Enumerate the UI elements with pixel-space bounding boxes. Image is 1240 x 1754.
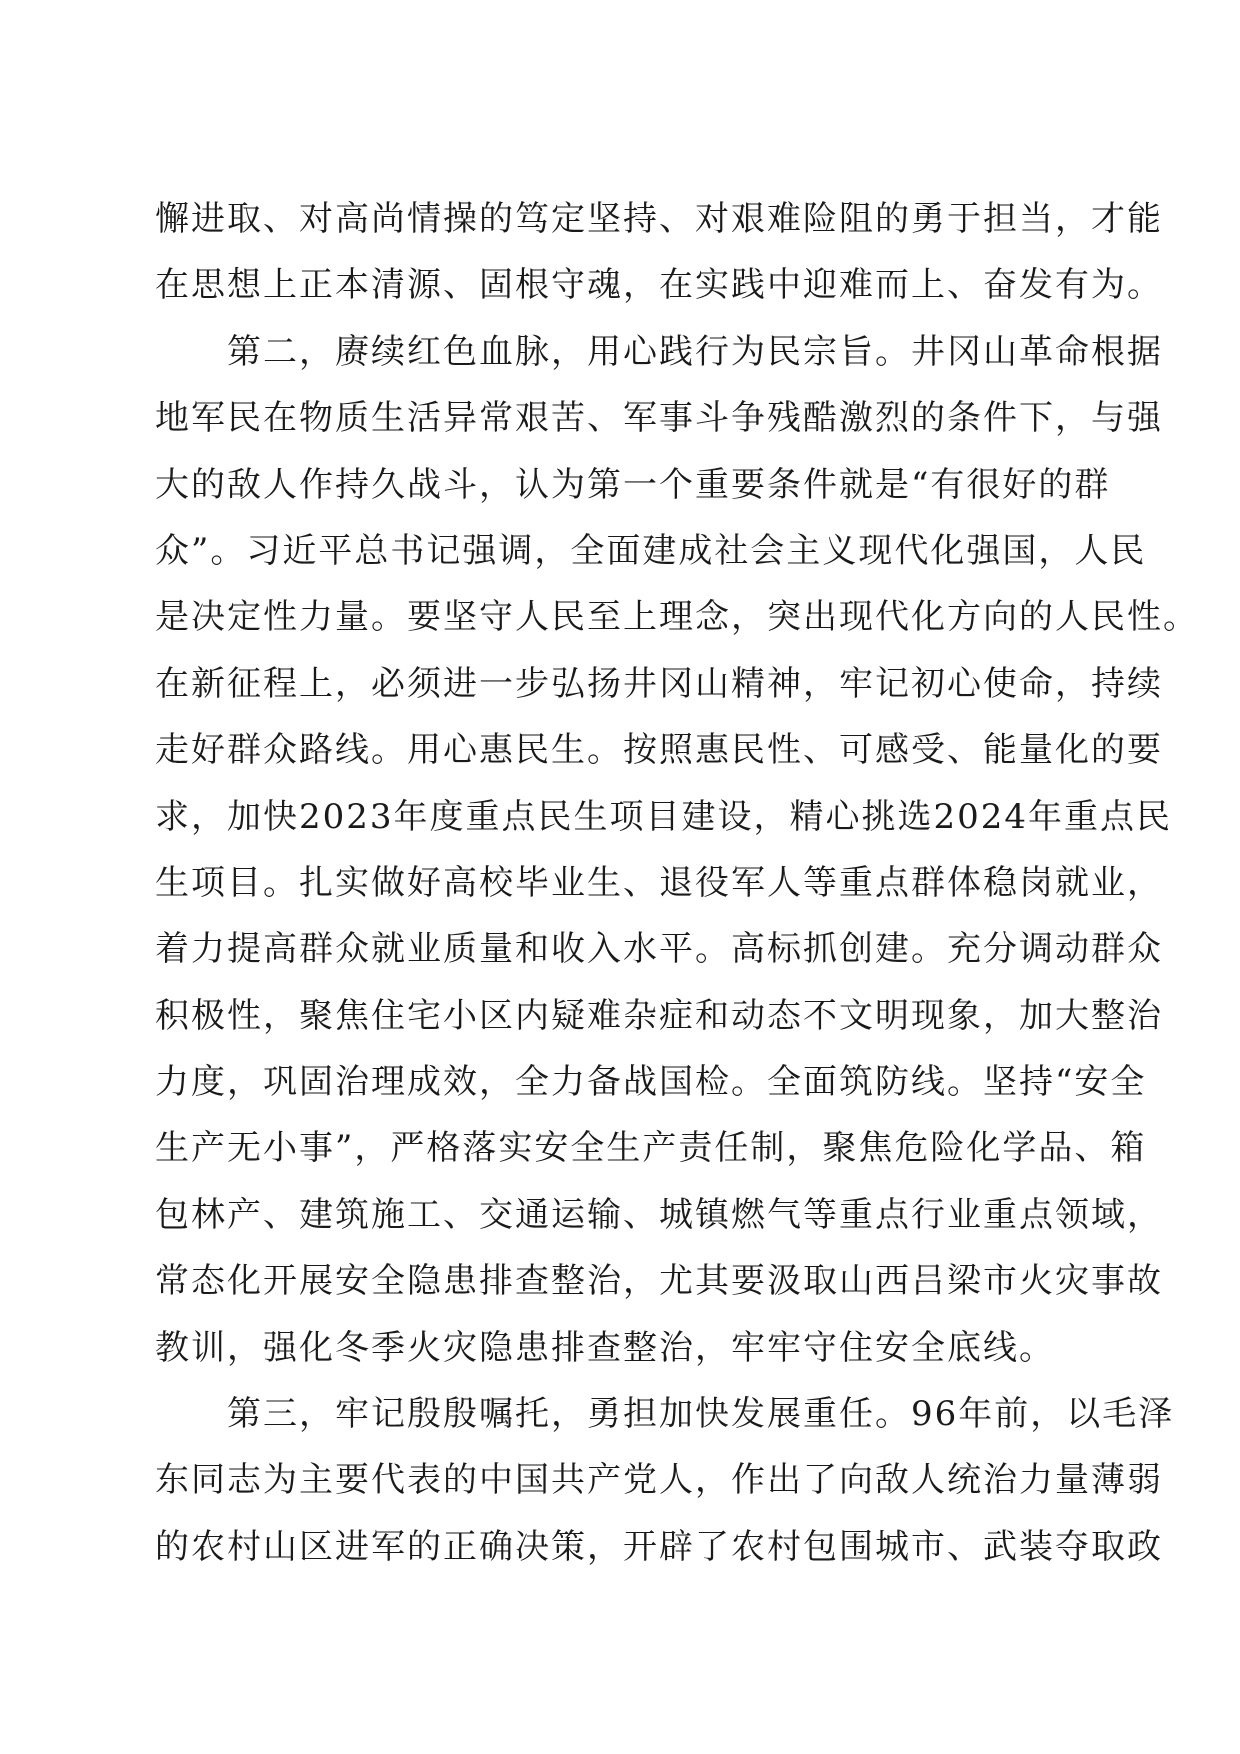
text-line: 积极性，聚焦住宅小区内疑难杂症和动态不文明现象，加大整治 <box>155 995 1163 1036</box>
text-line: 懈进取、对高尚情操的笃定坚持、对艰难险阻的勇于担当，才能 <box>155 199 1163 239</box>
text-line: 走好群众路线。用心惠民生。按照惠民性、可感受、能量化的要 <box>155 730 1163 771</box>
text-line: 生产无小事”，严格落实安全生产责任制，聚焦危险化学品、箱 <box>155 1128 1147 1169</box>
body-text <box>155 186 1199 1580</box>
text-line: 东同志为主要代表的中国共产党人，作出了向敌人统治力量薄弱 <box>155 1460 1163 1501</box>
text-line: 求，加快2023年度重点民生项目建设，精心挑选2024年重点民 <box>155 796 1173 837</box>
text-line: 着力提高群众就业质量和收入水平。高标抓创建。充分调动群众 <box>155 929 1163 970</box>
text-line: 地军民在物质生活异常艰苦、军事斗争残酷激烈的条件下，与强 <box>155 398 1163 439</box>
text-line: 在思想上正本清源、固根守魂，在实践中迎难而上、奋发有为。 <box>155 265 1163 306</box>
text-line: 教训，强化冬季火灾隐患排查整治，牢牢守住安全底线。 <box>155 1327 1055 1368</box>
text-line: 包林产、建筑施工、交通运输、城镇燃气等重点行业重点领域， <box>155 1194 1163 1235</box>
text-line: 大的敌人作持久战斗，认为第一个重要条件就是“有很好的群 <box>155 464 1111 505</box>
text-line: 常态化开展安全隐患排查整治，尤其要汲取山西吕梁市火灾事故 <box>155 1261 1163 1302</box>
text-line: 是决定性力量。要坚守人民至上理念，突出现代化方向的人民性。 <box>155 597 1199 638</box>
text-line: 生项目。扎实做好高校毕业生、退役军人等重点群体稳岗就业， <box>155 862 1163 903</box>
paragraph-start-line: 第三，牢记殷殷嘱托，勇担加快发展重任。96年前，以毛泽 <box>155 1394 1175 1435</box>
paragraph-start-line: 第二，赓续红色血脉，用心践行为民宗旨。井冈山革命根据 <box>155 331 1163 372</box>
text-line: 众”。习近平总书记强调，全面建成社会主义现代化强国，人民 <box>155 530 1147 571</box>
text-line: 在新征程上，必须进一步弘扬井冈山精神，牢记初心使命，持续 <box>155 663 1163 704</box>
text-line: 力度，巩固治理成效，全力备战国检。全面筑防线。坚持“安全 <box>155 1062 1147 1103</box>
text-line: 的农村山区进军的正确决策，开辟了农村包围城市、武装夺取政 <box>155 1526 1163 1567</box>
